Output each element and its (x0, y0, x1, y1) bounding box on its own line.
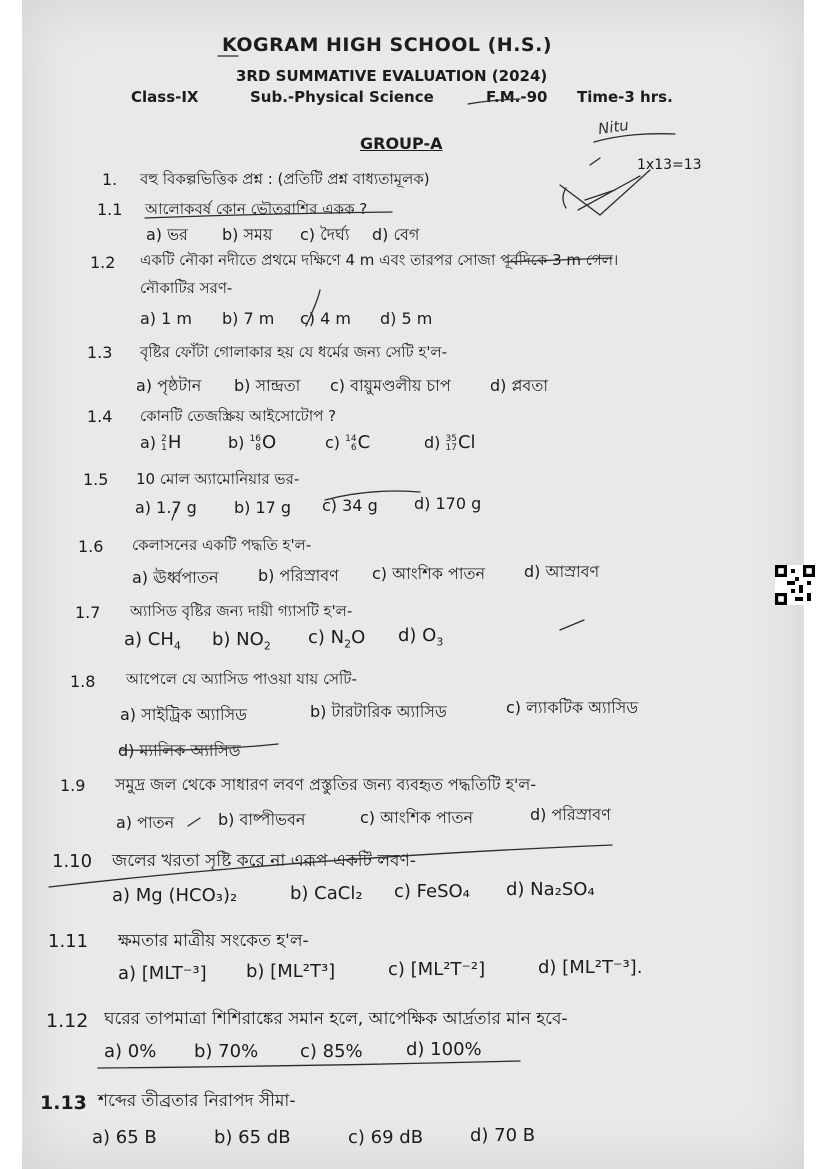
option-a: a) 0% (104, 1041, 157, 1062)
question-text: 10 মোল অ্যামোনিয়ার ভর- (136, 470, 300, 488)
option-a: a) ঊর্ধ্বপাতন (132, 568, 219, 587)
question-number: 1.3 (87, 343, 113, 362)
option-a: a) 1 m (140, 309, 192, 328)
question-text: একটি নৌকা নদীতে প্রথমে দক্ষিণে 4 m এবং তারপর সোজা পূর্বদিকে 3 m গেল। (140, 251, 619, 269)
time-label: Time-3 hrs. (577, 88, 673, 106)
option-c: c) 34 g (322, 496, 378, 515)
option-d: d) 100% (406, 1039, 482, 1060)
option-a: a) ভর (146, 225, 188, 244)
option-b: b) CaCl₂ (290, 883, 363, 904)
question-text: আলোকবর্ষ কোন ভৌতরাশির একক ? (145, 200, 368, 218)
question-number: 1.6 (78, 537, 104, 556)
option-a: a) 2 1 H (140, 432, 182, 453)
option-d: d) [ML²T⁻³]. (538, 957, 643, 978)
section-title: বহু বিকল্পভিত্তিক প্রশ্ন : (প্রতিটি প্রশ্ন বাধ্যতামূলক) (140, 170, 430, 188)
question-text: শব্দের তীব্রতার নিরাপদ সীমা- (98, 1091, 296, 1111)
option-b: b) 65 dB (214, 1127, 291, 1148)
option-a: a) পৃষ্ঠটান (136, 376, 202, 395)
option-c: c) $N_2O$ (308, 627, 366, 651)
option-c: c) বায়ুমণ্ডলীয় চাপ (330, 376, 451, 395)
option-d: d) পরিস্রাবণ (530, 805, 611, 824)
question-number: 1.12 (46, 1010, 89, 1032)
option-a: a) পাতন (116, 813, 175, 832)
option-d: d) আস্রাবণ (524, 562, 600, 581)
question-number: 1.4 (87, 407, 113, 426)
option-b: b) 7 m (222, 309, 275, 328)
option-c: c) 14 6 C (325, 432, 371, 453)
question-text-continued: নৌকাটির সরণ- (140, 279, 233, 297)
option-c: c) 85% (300, 1041, 363, 1062)
question-number: 1.13 (40, 1092, 87, 1114)
question-number: 1.1 (97, 200, 123, 219)
option-d: d) বেগ (372, 225, 420, 244)
question-text: ঘরের তাপমাত্রা শিশিরাঙ্কের সমান হলে, আপেক্ষিক আর্দ্রতার মান হবে- (104, 1009, 568, 1029)
option-b: b) সময় (222, 225, 273, 244)
question-number: 1.9 (60, 776, 86, 795)
question-number: 1.8 (70, 672, 96, 691)
option-d: d) 70 B (470, 1125, 536, 1146)
exam-title: 3RD SUMMATIVE EVALUATION (2024) (236, 67, 548, 85)
subject-label: Sub.-Physical Science (250, 88, 434, 106)
option-c: c) আংশিক পাতন (372, 564, 486, 583)
option-c: c) 4 m (300, 309, 351, 328)
option-d: d) ম্যালিক অ্যাসিড (118, 741, 241, 760)
option-c: c) দৈর্ঘ্য (300, 225, 350, 244)
option-a: a) [MLT⁻³] (118, 963, 207, 984)
question-number: 1.10 (52, 851, 93, 872)
handwritten-signature: Nitu (596, 115, 630, 139)
option-c: c) আংশিক পাতন (360, 808, 474, 827)
option-b: b) 70% (194, 1041, 259, 1062)
option-d: d) প্লবতা (490, 376, 548, 395)
option-c: c) 69 dB (348, 1127, 424, 1148)
option-b: b) পরিস্রাবণ (258, 566, 339, 585)
option-a: a) Mg (HCO₃)₂ (112, 885, 238, 906)
option-b: b) বাষ্পীভবন (218, 810, 306, 829)
question-text: কোনটি তেজস্ক্রিয় আইসোটোপ ? (140, 407, 337, 425)
question-number: 1.7 (75, 603, 101, 622)
option-a: a) 1.7 g (135, 498, 197, 517)
qr-code-icon (775, 565, 815, 605)
option-b: b) টারটারিক অ্যাসিড (310, 702, 447, 721)
full-marks-label: F.M.-90 (486, 88, 548, 106)
question-text: কেলাসনের একটি পদ্ধতি হ'ল- (132, 536, 312, 554)
group-heading: GROUP-A (360, 134, 443, 153)
option-c: c) [ML²T⁻²] (388, 959, 486, 980)
option-b: b) 17 g (234, 498, 292, 517)
option-b: b) [ML²T³] (246, 961, 336, 982)
option-a: a) 65 B (92, 1127, 157, 1148)
option-d: d) 5 m (380, 309, 433, 328)
question-text: জলের খরতা সৃষ্টি করে না এরূপ একটি লবণ- (112, 851, 416, 871)
question-number: 1.2 (90, 253, 116, 272)
option-b: b) সান্দ্রতা (234, 376, 301, 395)
question-text: অ্যাসিড বৃষ্টির জন্য দায়ী গ্যাসটি হ'ল- (130, 602, 353, 620)
option-d: d) Na₂SO₄ (506, 879, 595, 900)
school-name: KOGRAM HIGH SCHOOL (H.S.) (222, 34, 552, 56)
option-a: a) সাইট্রিক অ্যাসিড (120, 705, 247, 724)
option-b: b) 16 8 O (228, 432, 277, 453)
section-marks: 1x13=13 (637, 157, 702, 173)
option-d: d) 170 g (414, 494, 482, 513)
option-b: b) $NO_2$ (212, 629, 271, 653)
question-text: ক্ষমতার মাত্রীয় সংকেত হ'ল- (118, 931, 309, 951)
option-a: a) $CH_4$ (124, 629, 181, 653)
option-d: d) $O_3$ (398, 625, 444, 649)
option-c: c) FeSO₄ (394, 881, 470, 902)
section-number: 1. (102, 170, 118, 189)
question-number: 1.5 (83, 470, 109, 489)
option-c: c) ল্যাকটিক অ্যাসিড (506, 698, 639, 717)
question-number: 1.11 (48, 931, 89, 952)
class-label: Class-IX (131, 88, 199, 106)
option-d: d) 35 17 Cl (424, 432, 476, 453)
question-text: আপেলে যে অ্যাসিড পাওয়া যায় সেটি- (126, 670, 357, 688)
question-text: বৃষ্টির ফোঁটা গোলাকার হয় যে ধর্মের জন্য সেটি হ'ল- (140, 343, 448, 361)
question-text: সমুদ্র জল থেকে সাধারণ লবণ প্রস্তুতির জন্য ব্যবহৃত পদ্ধতিটি হ'ল- (115, 775, 537, 794)
